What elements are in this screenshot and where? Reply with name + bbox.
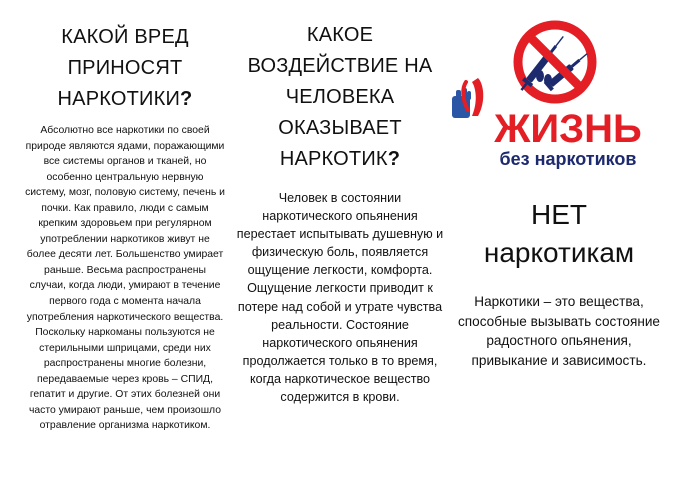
slogan-line: наркотикам xyxy=(483,237,635,268)
heading-line: КАКОЙ ВРЕД xyxy=(61,26,189,48)
definition-text: Наркотики – это вещества, способные вызывать состояние радостного опьянения, привыкание и зависимость. xyxy=(457,294,660,368)
effect-text: Человек в состоянии наркотического опьянения перестает испытывать душевную и физическую боль, появляется ощущение легкости, комфорта. Ощущение легкости приводит к потере над собой и утрате чувства реальности. Состояние наркотического опьянения продолжается только в то время, когда наркотическое вещество содержится в крови. xyxy=(236,191,444,405)
column-harm xyxy=(25,0,225,481)
logo-graphic xyxy=(448,18,664,178)
question-mark: ? xyxy=(387,148,401,170)
column-effect xyxy=(236,0,444,481)
heading-line: ОКАЗЫВАЕТ xyxy=(278,117,402,139)
logo-title: ЖИЗНЬ xyxy=(494,107,642,151)
harm-text: Абсолютно все наркотики по своей природе являются ядами, поражающими все системы органов и тканей, но особенно центральную нервную систему, мозг, половую систему, печень и почки. Как правило, люди с самым крепким здоровьем при регулярном употреблении наркотиков живут не более десяти лет. Большенство умирает раньше. Весьма распространены случаи, когда люди, умирают в течение первого года с момента начала употребления наркотического вещества. Поскольку наркоманы пользуются не стерильными шприцами, среди них распространены многие болезни, передаваемые через кровь – СПИД, гепатит и другие. От этих болезней они часто умирают раньше, чем произошло отравление организма наркотиком. xyxy=(25,125,225,432)
heading-harm xyxy=(25,22,225,115)
logo-subtitle: без наркотиков xyxy=(499,149,637,169)
logo-zhizn-bez-narkotikov xyxy=(448,18,664,178)
heading-line: НАРКОТИК xyxy=(279,148,388,170)
slogan xyxy=(448,196,670,272)
stop-hand-icon xyxy=(452,78,483,118)
slogan-line: НЕТ xyxy=(531,199,587,230)
heading-line: ВОЗДЕЙСТВИЕ НА xyxy=(247,55,433,77)
heading-line: ПРИНОСЯТ xyxy=(67,57,183,79)
heading-line: ЧЕЛОВЕКА xyxy=(285,86,395,108)
heading-line: НАРКОТИКИ xyxy=(57,88,181,110)
heading-effect xyxy=(236,20,444,175)
column-definition xyxy=(450,284,668,370)
heading-line: КАКОЕ xyxy=(306,24,374,46)
question-mark: ? xyxy=(180,88,193,110)
